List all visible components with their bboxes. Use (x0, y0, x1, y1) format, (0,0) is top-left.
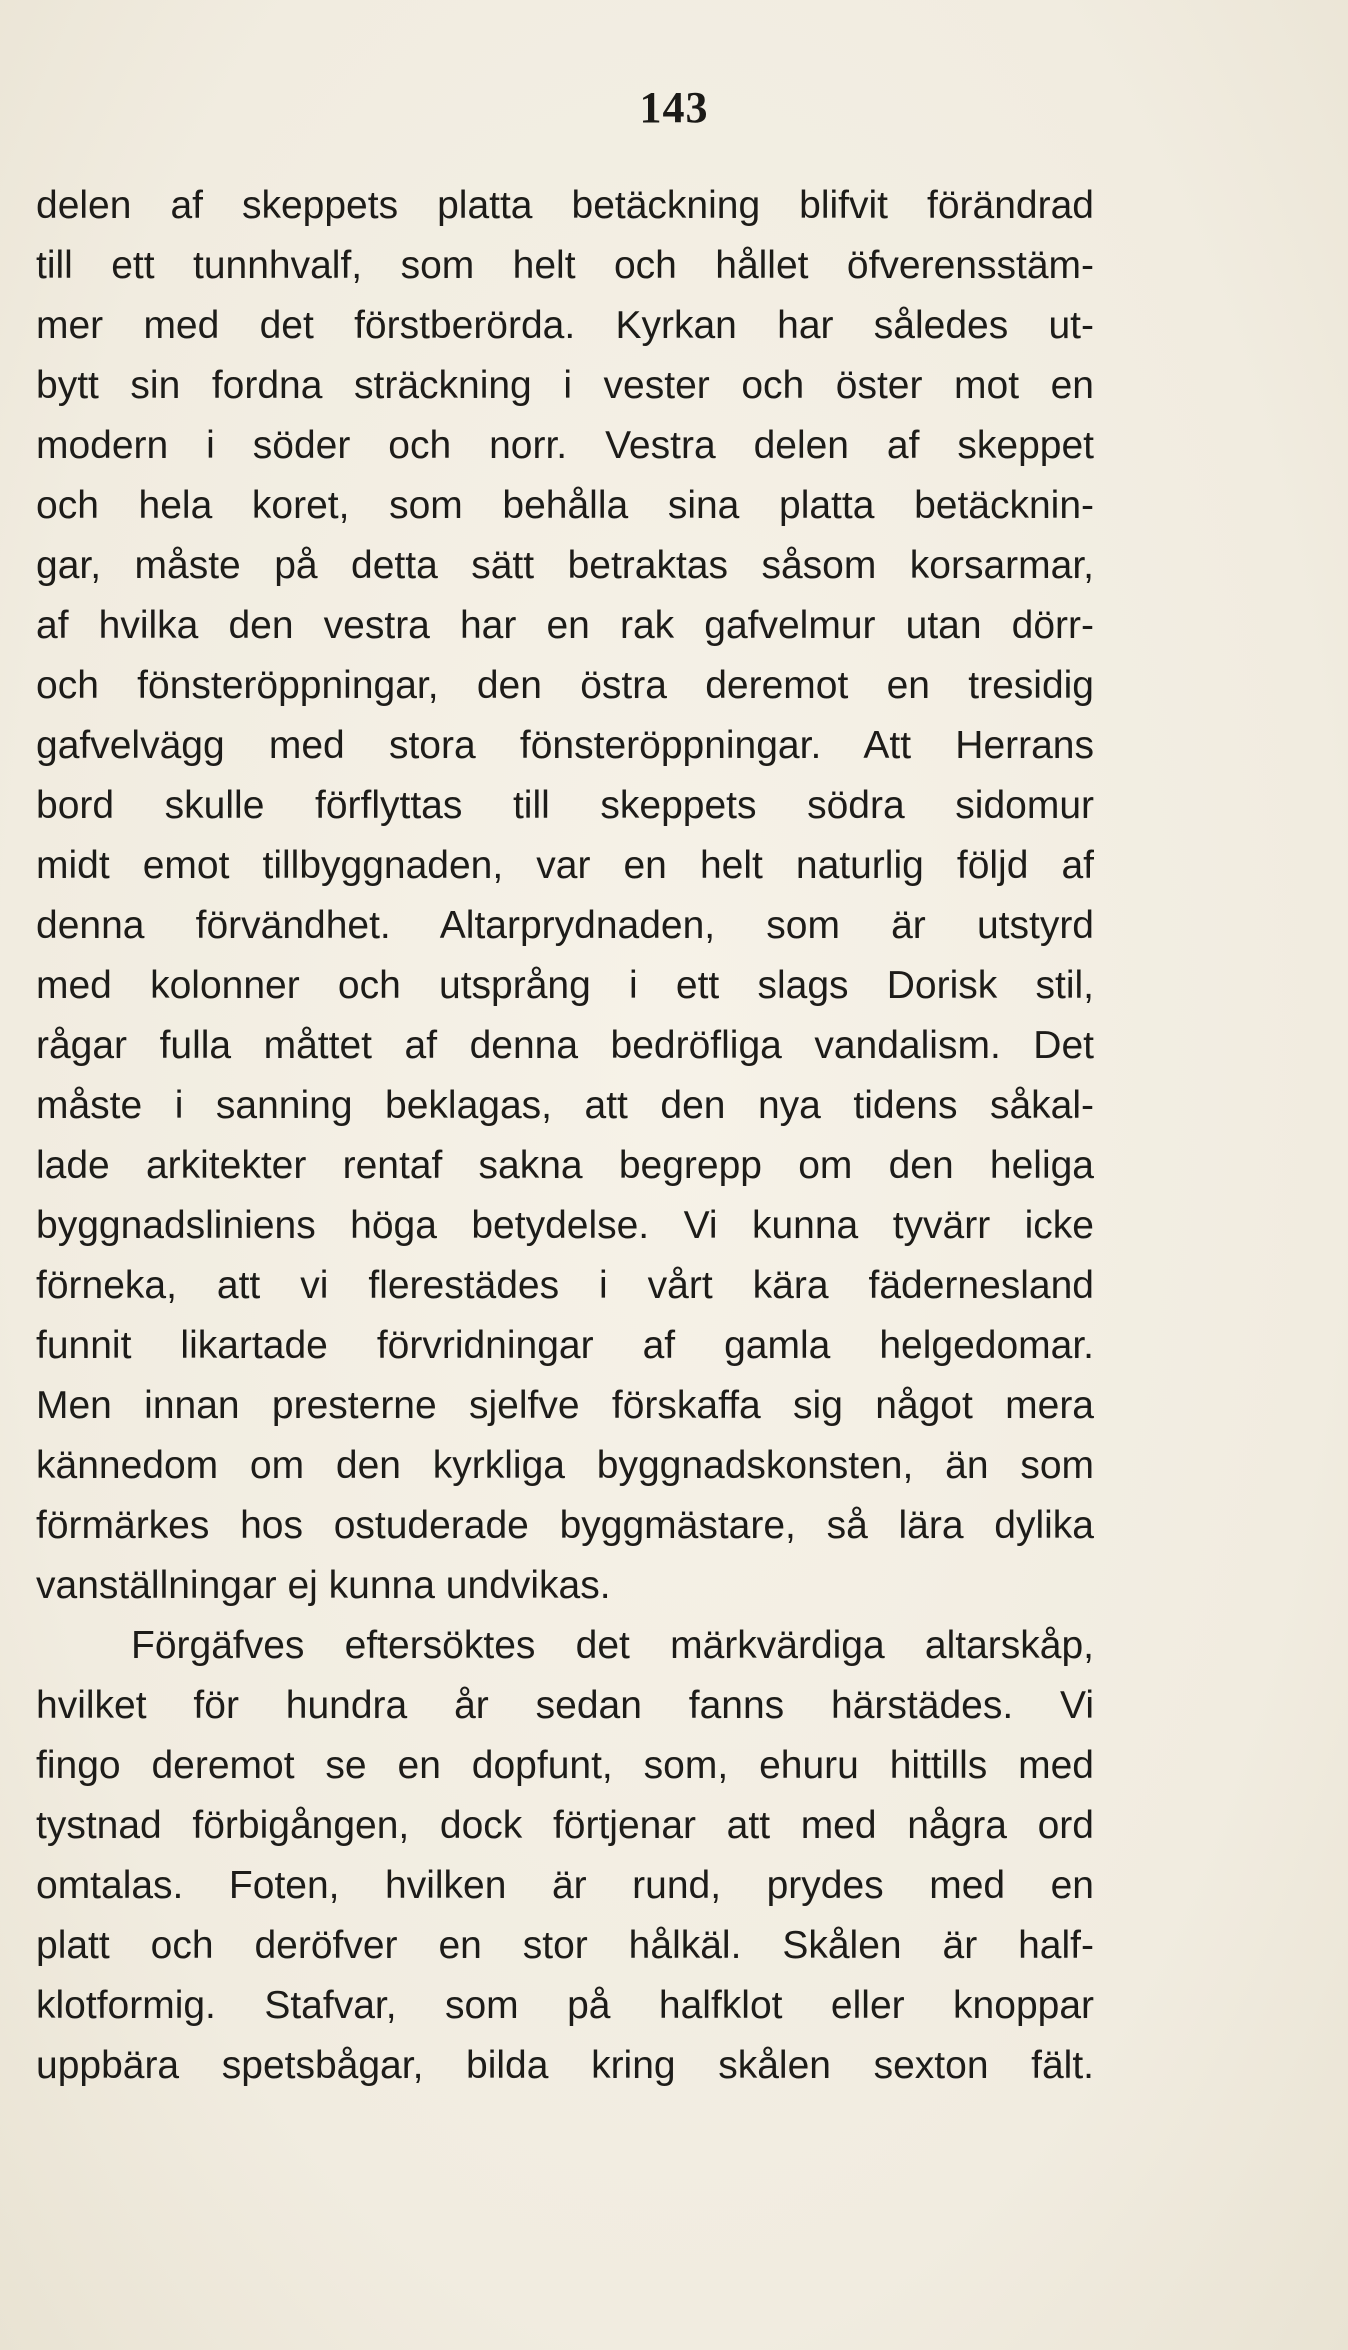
text-line: med kolonner och utsprång i ett slags Dorisk stil, (36, 964, 1094, 1007)
text-line: tystnad förbigången, dock förtjenar att med några ord (36, 1804, 1094, 1847)
text-line: bord skulle förflyttas till skeppets södra sidomur (36, 784, 1094, 827)
text-line: kännedom om den kyrkliga byggnadskonsten, än som (36, 1444, 1094, 1487)
text-line: måste i sanning beklagas, att den nya tidens såkal- (36, 1084, 1094, 1127)
text-line: modern i söder och norr. Vestra delen af skeppet (36, 424, 1094, 467)
text-line: hvilket för hundra år sedan fanns härstädes. Vi (36, 1684, 1094, 1727)
text-line: klotformig. Stafvar, som på halfklot eller knoppar (36, 1984, 1094, 2027)
text-line: mer med det förstberörda. Kyrkan har således ut- (36, 304, 1094, 347)
text-line: Men innan presterne sjelfve förskaffa sig något mera (36, 1384, 1094, 1427)
text-line: delen af skeppets platta betäckning blifvit förändrad (36, 184, 1094, 227)
text-line: till ett tunnhvalf, som helt och hållet öfverensstäm- (36, 244, 1094, 287)
text-line: uppbära spetsbågar, bilda kring skålen sexton fält. (36, 2044, 1094, 2087)
text-line: lade arkitekter rentaf sakna begrepp om den heliga (36, 1144, 1094, 1187)
text-line: vanställningar ej kunna undvikas. (36, 1564, 611, 1607)
text-line: fingo deremot se en dopfunt, som, ehuru hittills med (36, 1744, 1094, 1787)
text-line: förneka, att vi flerestädes i vårt kära fädernesland (36, 1264, 1094, 1307)
body-text (36, 176, 1094, 2096)
text-line: förmärkes hos ostuderade byggmästare, så lära dylika (36, 1504, 1094, 1547)
text-line: funnit likartade förvridningar af gamla helgedomar. (36, 1324, 1094, 1367)
text-line: Förgäfves eftersöktes det märkvärdiga altarskåp, (131, 1624, 1094, 1667)
text-line: omtalas. Foten, hvilken är rund, prydes med en (36, 1864, 1094, 1907)
text-line: platt och deröfver en stor hålkäl. Skålen är half- (36, 1924, 1094, 1967)
page-number: 143 (639, 83, 709, 132)
text-line: rågar fulla måttet af denna bedröfliga vandalism. Det (36, 1024, 1094, 1067)
text-line: och fönsteröppningar, den östra deremot en tresidig (36, 664, 1094, 707)
text-line: denna förvändhet. Altarprydnaden, som är utstyrd (36, 904, 1094, 947)
text-line: midt emot tillbyggnaden, var en helt naturlig följd af (36, 844, 1094, 887)
text-line: gafvelvägg med stora fönsteröppningar. Att Herrans (36, 724, 1094, 767)
text-line: och hela koret, som behålla sina platta betäcknin- (36, 484, 1094, 527)
text-line: byggnadsliniens höga betydelse. Vi kunna tyvärr icke (36, 1204, 1094, 1247)
text-line: bytt sin fordna sträckning i vester och öster mot en (36, 364, 1094, 407)
text-line: gar, måste på detta sätt betraktas såsom korsarmar, (36, 544, 1094, 587)
text-line: af hvilka den vestra har en rak gafvelmur utan dörr- (36, 604, 1094, 647)
